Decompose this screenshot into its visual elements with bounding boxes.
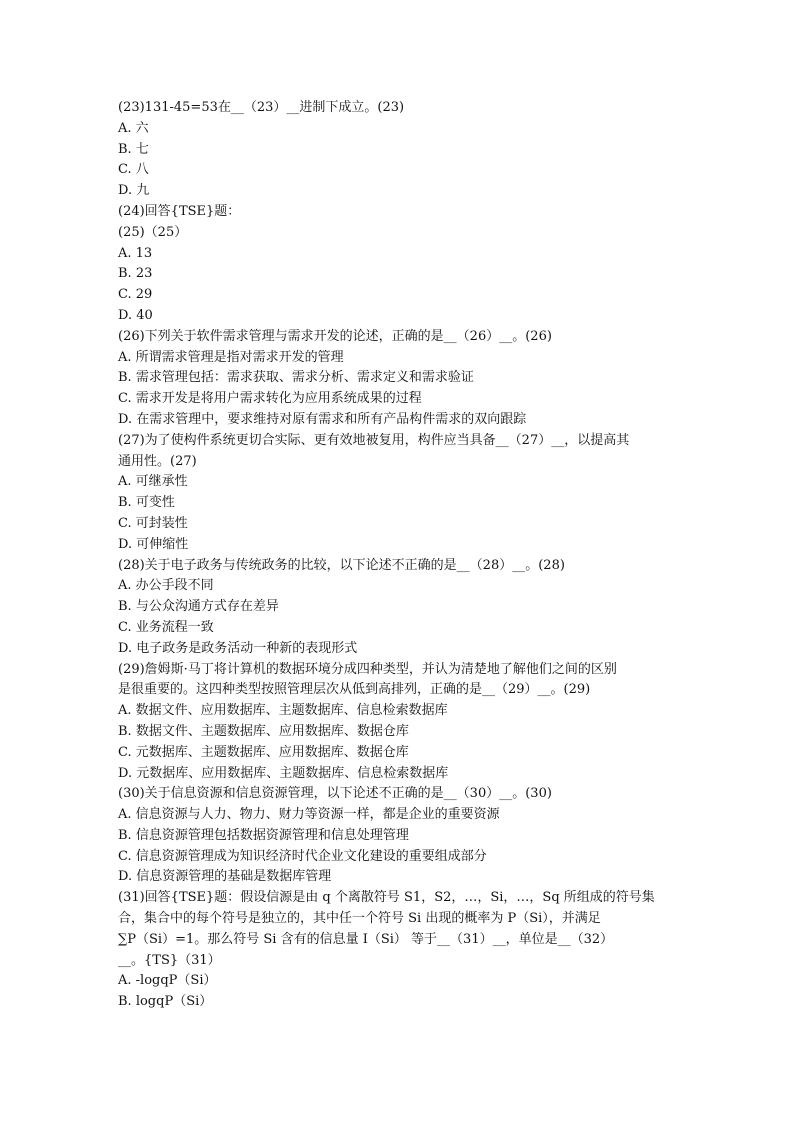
question-26-option-a: A. 所谓需求管理是指对需求开发的管理 (118, 349, 344, 365)
question-26-option-b: B. 需求管理包括：需求获取、需求分析、需求定义和需求验证 (118, 370, 474, 386)
question-26-option-c: C. 需求开发是将用户需求转化为应用系统成果的过程 (118, 391, 422, 407)
question-31-option-a: A. -logqP（Si） (118, 973, 217, 989)
question-30-option-a: A. 信息资源与人力、物力、财力等资源一样，都是企业的重要资源 (118, 807, 500, 823)
question-27-option-c: C. 可封装性 (118, 515, 188, 531)
question-28-option-d: D. 电子政务是政务活动一种新的表现形式 (118, 640, 358, 656)
question-27-option-a: A. 可继承性 (118, 474, 188, 490)
question-26-stem: (26)下列关于软件需求管理与需求开发的论述，正确的是__（26）__。(26) (118, 328, 552, 344)
question-23-stem: (23)131-45=53在__（23）__进制下成立。(23) (118, 100, 405, 115)
question-31-stem-line-4: __。{TS}（31） (118, 952, 221, 968)
question-28-option-b: B. 与公众沟通方式存在差异 (118, 599, 279, 615)
question-27-stem-line-2: 通用性。(27) (118, 453, 197, 469)
question-30-option-b: B. 信息资源管理包括数据资源管理和信息处理管理 (118, 827, 409, 843)
question-23-option-b: B. 七 (118, 141, 149, 157)
question-25-stem: (25)（25） (118, 224, 188, 240)
question-30-option-d: D. 信息资源管理的基础是数据库管理 (118, 869, 332, 885)
question-25-option-b: B. 23 (118, 266, 153, 282)
question-29-option-b: B. 数据文件、主题数据库、应用数据库、数据仓库 (118, 723, 409, 739)
question-31-stem-line-3: ∑P（Si）=1。那么符号 Si 含有的信息量 I（Si） 等于__（31）__，单位是__（32） (118, 931, 614, 947)
question-25-option-a: A. 13 (118, 245, 153, 261)
question-text-block (118, 98, 678, 1013)
question-30-option-c: C. 信息资源管理成为知识经济时代企业文化建设的重要组成部分 (118, 848, 487, 864)
question-29-option-d: D. 元数据库、应用数据库、主题数据库、信息检索数据库 (118, 765, 449, 781)
question-31-stem-line-1: (31)回答{TSE}题：假设信源是由 q 个离散符号 S1，S2，…，Si，…，Sq 所组成的符号集 (118, 890, 655, 906)
question-27-option-d: D. 可伸缩性 (118, 536, 189, 552)
question-27-stem-line-1: (27)为了使构件系统更切合实际、更有效地被复用，构件应当具备__（27）__，以提高其 (118, 432, 630, 448)
question-30-stem: (30)关于信息资源和信息资源管理，以下论述不正确的是__（30）__。(30) (118, 786, 552, 802)
question-28-option-a: A. 办公手段不同 (118, 578, 214, 594)
question-25-option-c: C. 29 (118, 287, 153, 303)
question-27-option-b: B. 可变性 (118, 495, 175, 511)
question-23-option-a: A. 六 (118, 120, 149, 136)
question-23-option-d: D. 九 (118, 183, 150, 199)
question-29-option-a: A. 数据文件、应用数据库、主题数据库、信息检索数据库 (118, 703, 448, 719)
question-28-stem: (28)关于电子政务与传统政务的比较，以下论述不正确的是__（28）__。(28) (118, 557, 565, 573)
question-24-stem: (24)回答{TSE}题： (118, 203, 241, 219)
question-23-option-c: C. 八 (118, 162, 149, 178)
question-29-stem-line-2: 是很重要的。这四种类型按照管理层次从低到高排列，正确的是__（29）__。(29) (118, 682, 591, 698)
question-31-option-b: B. logqP（Si） (118, 994, 213, 1010)
question-26-option-d: D. 在需求管理中，要求维持对原有需求和所有产品构件需求的双向跟踪 (118, 411, 527, 427)
question-25-option-d: D. 40 (118, 307, 153, 323)
question-29-stem-line-1: (29)詹姆斯·马丁将计算机的数据环境分成四种类型，并认为清楚地了解他们之间的区别 (118, 661, 617, 677)
question-31-stem-line-2: 合，集合中的每个符号是独立的，其中任一个符号 Si 出现的概率为 P（Si），并满足 (118, 911, 601, 927)
question-28-option-c: C. 业务流程一致 (118, 619, 214, 635)
question-29-option-c: C. 元数据库、主题数据库、应用数据库、数据仓库 (118, 744, 409, 760)
